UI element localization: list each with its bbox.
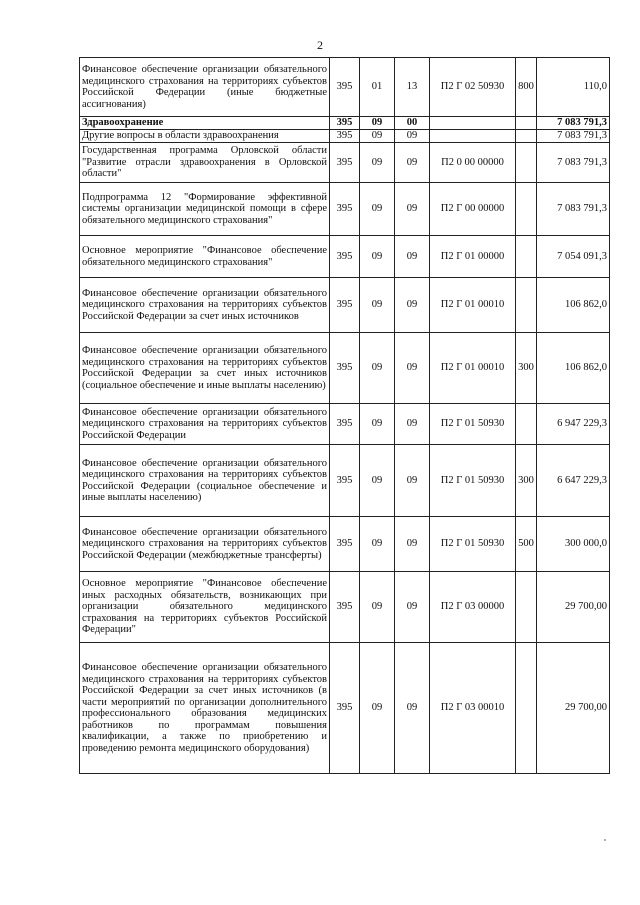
cell-admin-code: 395 [330, 643, 360, 774]
cell-target-article: П2 Г 03 00010 [430, 643, 516, 774]
table-row [80, 183, 610, 236]
cell-expense-type [516, 278, 537, 333]
cell-target-article [430, 130, 516, 143]
cell-admin-code: 395 [330, 143, 360, 183]
cell-amount: 6 647 229,3 [537, 445, 610, 517]
cell-name: Основное мероприятие "Финансовое обеспечение иных расходных обязательств, возникающих при организации обязательного медицинского страхования на территориях субъектов Российской Федерации" [80, 572, 330, 643]
cell-admin-code: 395 [330, 572, 360, 643]
cell-name: Финансовое обеспечение организации обязательного медицинского страхования на территориях субъектов Российской Федерации [80, 404, 330, 445]
cell-admin-code: 395 [330, 183, 360, 236]
cell-admin-code: 395 [330, 236, 360, 278]
cell-name: Другие вопросы в области здравоохранения [80, 130, 330, 143]
cell-subsection: 00 [395, 117, 430, 130]
cell-admin-code: 395 [330, 278, 360, 333]
cell-name: Основное мероприятие "Финансовое обеспечение обязательного медицинского страхования" [80, 236, 330, 278]
budget-table [79, 57, 610, 774]
cell-target-article: П2 Г 01 50930 [430, 404, 516, 445]
table-row [80, 643, 610, 774]
cell-target-article: П2 Г 01 00000 [430, 236, 516, 278]
cell-admin-code: 395 [330, 58, 360, 117]
cell-subsection: 09 [395, 445, 430, 517]
cell-target-article: П2 Г 03 00000 [430, 572, 516, 643]
cell-subsection: 09 [395, 404, 430, 445]
table-row [80, 143, 610, 183]
cell-amount: 110,0 [537, 58, 610, 117]
cell-target-article: П2 Г 02 50930 [430, 58, 516, 117]
cell-amount: 29 700,00 [537, 572, 610, 643]
cell-admin-code: 395 [330, 333, 360, 404]
cell-amount: 29 700,00 [537, 643, 610, 774]
cell-amount: 7 083 791,3 [537, 130, 610, 143]
page-number: 2 [317, 38, 323, 52]
cell-expense-type: 300 [516, 333, 537, 404]
cell-section: 09 [360, 117, 395, 130]
cell-subsection: 09 [395, 143, 430, 183]
cell-subsection: 09 [395, 236, 430, 278]
cell-section: 09 [360, 445, 395, 517]
scan-speck [604, 839, 606, 841]
cell-admin-code: 395 [330, 404, 360, 445]
table-row [80, 572, 610, 643]
cell-amount: 7 054 091,3 [537, 236, 610, 278]
cell-target-article: П2 Г 01 50930 [430, 517, 516, 572]
cell-subsection: 09 [395, 183, 430, 236]
cell-section: 09 [360, 183, 395, 236]
table-row [80, 517, 610, 572]
cell-expense-type [516, 143, 537, 183]
cell-section: 09 [360, 143, 395, 183]
cell-expense-type [516, 130, 537, 143]
cell-section: 09 [360, 236, 395, 278]
cell-subsection: 13 [395, 58, 430, 117]
cell-section: 09 [360, 404, 395, 445]
cell-amount: 106 862,0 [537, 278, 610, 333]
table-row [80, 404, 610, 445]
cell-expense-type [516, 572, 537, 643]
cell-target-article: П2 0 00 00000 [430, 143, 516, 183]
cell-name: Финансовое обеспечение организации обязательного медицинского страхования на территориях субъектов Российской Федерации за счет иных источников (в части мероприятий по организации дополнительного профессионального образования медицинских работников по программам повышения квалификации, а также по приобретению и проведению ремонта медицинского оборудования) [80, 643, 330, 774]
cell-amount: 300 000,0 [537, 517, 610, 572]
cell-section: 09 [360, 517, 395, 572]
table-row [80, 58, 610, 117]
cell-subsection: 09 [395, 517, 430, 572]
cell-subsection: 09 [395, 333, 430, 404]
cell-expense-type [516, 404, 537, 445]
cell-subsection: 09 [395, 278, 430, 333]
cell-subsection: 09 [395, 130, 430, 143]
cell-section: 09 [360, 333, 395, 404]
cell-name: Государственная программа Орловской области "Развитие отрасли здравоохранения в Орловской области" [80, 143, 330, 183]
table-row [80, 445, 610, 517]
cell-amount: 7 083 791,3 [537, 143, 610, 183]
cell-section: 01 [360, 58, 395, 117]
cell-expense-type [516, 117, 537, 130]
cell-name: Финансовое обеспечение организации обязательного медицинского страхования на территориях субъектов Российской Федерации за счет иных источников (социальное обеспечение и иные выплаты населению) [80, 333, 330, 404]
cell-admin-code: 395 [330, 130, 360, 143]
cell-target-article: П2 Г 00 00000 [430, 183, 516, 236]
cell-subsection: 09 [395, 572, 430, 643]
cell-name: Финансовое обеспечение организации обязательного медицинского страхования на территориях субъектов Российской Федерации (иные бюджетные ассигнования) [80, 58, 330, 117]
cell-amount: 106 862,0 [537, 333, 610, 404]
cell-name: Финансовое обеспечение организации обязательного медицинского страхования на территориях субъектов Российской Федерации (социальное обеспечение и иные выплаты населению) [80, 445, 330, 517]
cell-target-article [430, 117, 516, 130]
cell-amount: 7 083 791,3 [537, 183, 610, 236]
table-row [80, 236, 610, 278]
cell-subsection: 09 [395, 643, 430, 774]
cell-target-article: П2 Г 01 00010 [430, 333, 516, 404]
cell-expense-type: 500 [516, 517, 537, 572]
cell-expense-type [516, 643, 537, 774]
cell-expense-type: 800 [516, 58, 537, 117]
cell-expense-type: 300 [516, 445, 537, 517]
cell-name: Финансовое обеспечение организации обязательного медицинского страхования на территориях субъектов Российской Федерации (межбюджетные трансферты) [80, 517, 330, 572]
cell-expense-type [516, 236, 537, 278]
cell-name: Здравоохранение [80, 117, 330, 130]
cell-admin-code: 395 [330, 445, 360, 517]
table-row [80, 117, 610, 130]
table-body [80, 58, 610, 774]
cell-section: 09 [360, 130, 395, 143]
cell-amount: 7 083 791,3 [537, 117, 610, 130]
cell-target-article: П2 Г 01 50930 [430, 445, 516, 517]
table-row [80, 130, 610, 143]
cell-name: Финансовое обеспечение организации обязательного медицинского страхования на территориях субъектов Российской Федерации за счет иных источников [80, 278, 330, 333]
cell-section: 09 [360, 572, 395, 643]
cell-section: 09 [360, 643, 395, 774]
cell-expense-type [516, 183, 537, 236]
table-row [80, 333, 610, 404]
cell-amount: 6 947 229,3 [537, 404, 610, 445]
cell-target-article: П2 Г 01 00010 [430, 278, 516, 333]
cell-admin-code: 395 [330, 517, 360, 572]
table-row [80, 278, 610, 333]
cell-section: 09 [360, 278, 395, 333]
cell-name: Подпрограмма 12 "Формирование эффективной системы организации медицинской помощи в сфере обязательного медицинского страхования" [80, 183, 330, 236]
cell-admin-code: 395 [330, 117, 360, 130]
